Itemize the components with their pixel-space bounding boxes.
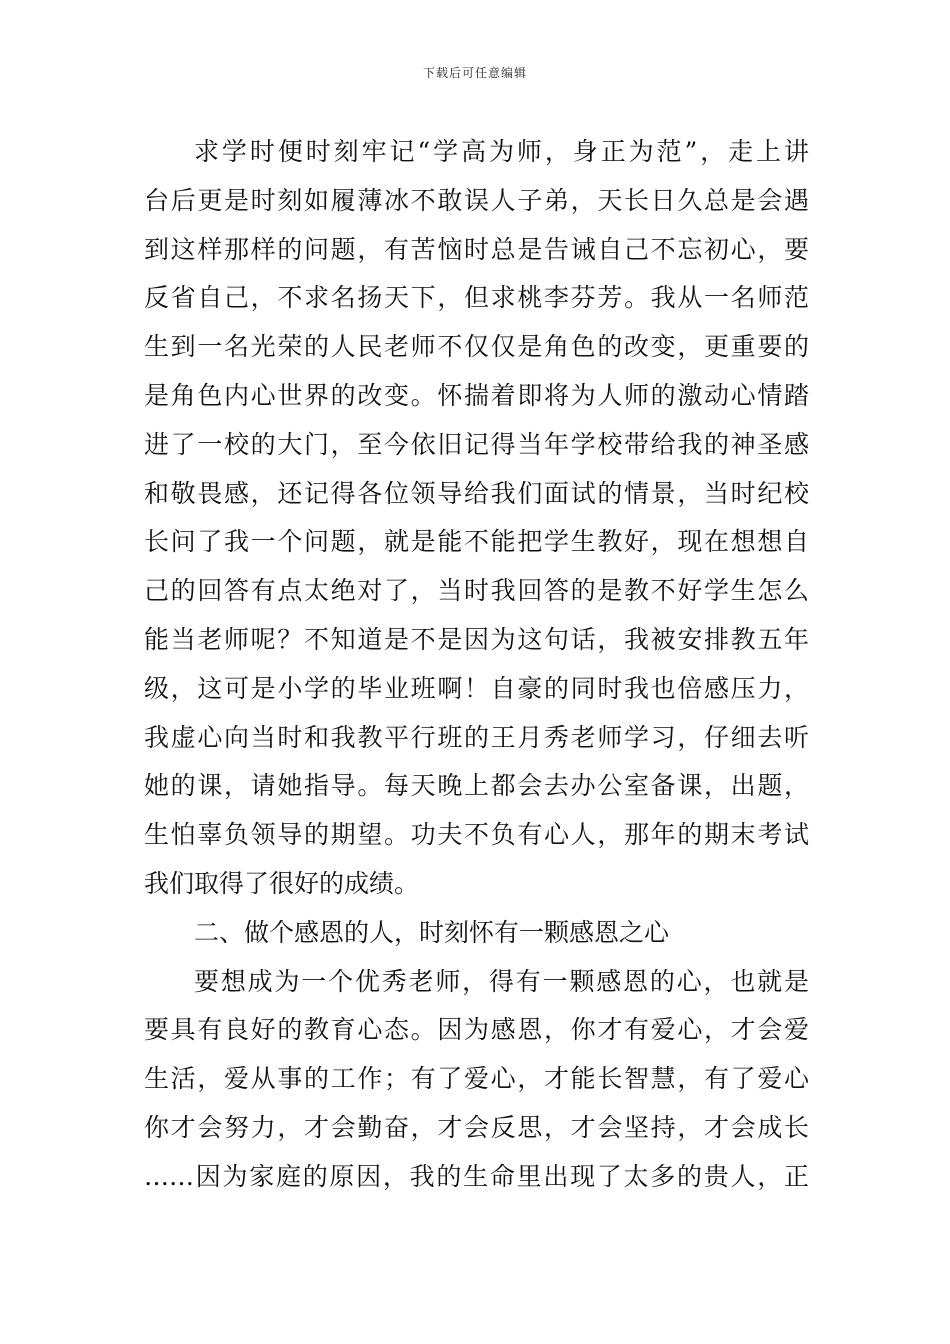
text-line: 长问了我一个问题，就是能不能把学生教好，现在想想自 xyxy=(144,527,809,557)
text-line: 台后更是时刻如履薄冰不敢误人子弟，天长日久总是会遇 xyxy=(144,185,809,215)
text-line: 生到一名光荣的人民老师不仅仅是角色的改变，更重要的 xyxy=(144,332,809,362)
text-line: 到这样那样的问题，有苦恼时总是告诫自己不忘初心，要 xyxy=(144,234,809,264)
text-line: 生活，爱从事的工作；有了爱心，才能长智慧，有了爱心 xyxy=(144,1064,809,1094)
text-line: 我们取得了很好的成绩。 xyxy=(144,868,420,898)
text-line: 要想成为一个优秀老师，得有一颗感恩的心，也就是 xyxy=(194,966,809,996)
text-line: 我虚心向当时和我教平行班的王月秀老师学习，仔细去听 xyxy=(144,722,809,752)
text-line: 能当老师呢？不知道是不是因为这句话，我被安排教五年 xyxy=(144,624,809,654)
text-line: 生怕辜负领导的期望。功夫不负有心人，那年的期末考试 xyxy=(144,820,809,850)
text-line: 她的课，请她指导。每天晚上都会去办公室备课，出题， xyxy=(144,771,809,801)
text-line: 和敬畏感，还记得各位领导给我们面试的情景，当时纪校 xyxy=(144,478,809,508)
text-line: 级，这可是小学的毕业班啊！自豪的同时我也倍感压力， xyxy=(144,673,809,703)
section-heading: 二、做个感恩的人，时刻怀有一颗感恩之心 xyxy=(194,917,670,947)
text-line: 进了一校的大门，至今依旧记得当年学校带给我的神圣感 xyxy=(144,429,809,459)
text-line: 求学时便时刻牢记“学高为师，身正为范”，走上讲 xyxy=(194,137,809,166)
text-line: 己的回答有点太绝对了，当时我回答的是教不好学生怎么 xyxy=(144,576,809,606)
text-line: ……因为家庭的原因，我的生命里出现了太多的贵人，正 xyxy=(144,1161,809,1191)
text-line: 要具有良好的教育心态。因为感恩，你才有爱心，才会爱 xyxy=(144,1015,809,1045)
text-line: 反省自己，不求名扬天下，但求桃李芬芳。我从一名师范 xyxy=(144,283,809,313)
page-header: 下载后可任意编辑 xyxy=(422,66,527,80)
document-body xyxy=(144,128,809,1202)
text-line: 你才会努力，才会勤奋，才会反思，才会坚持，才会成长 xyxy=(144,1112,809,1142)
text-line: 是角色内心世界的改变。怀揣着即将为人师的激动心情踏 xyxy=(144,380,809,410)
